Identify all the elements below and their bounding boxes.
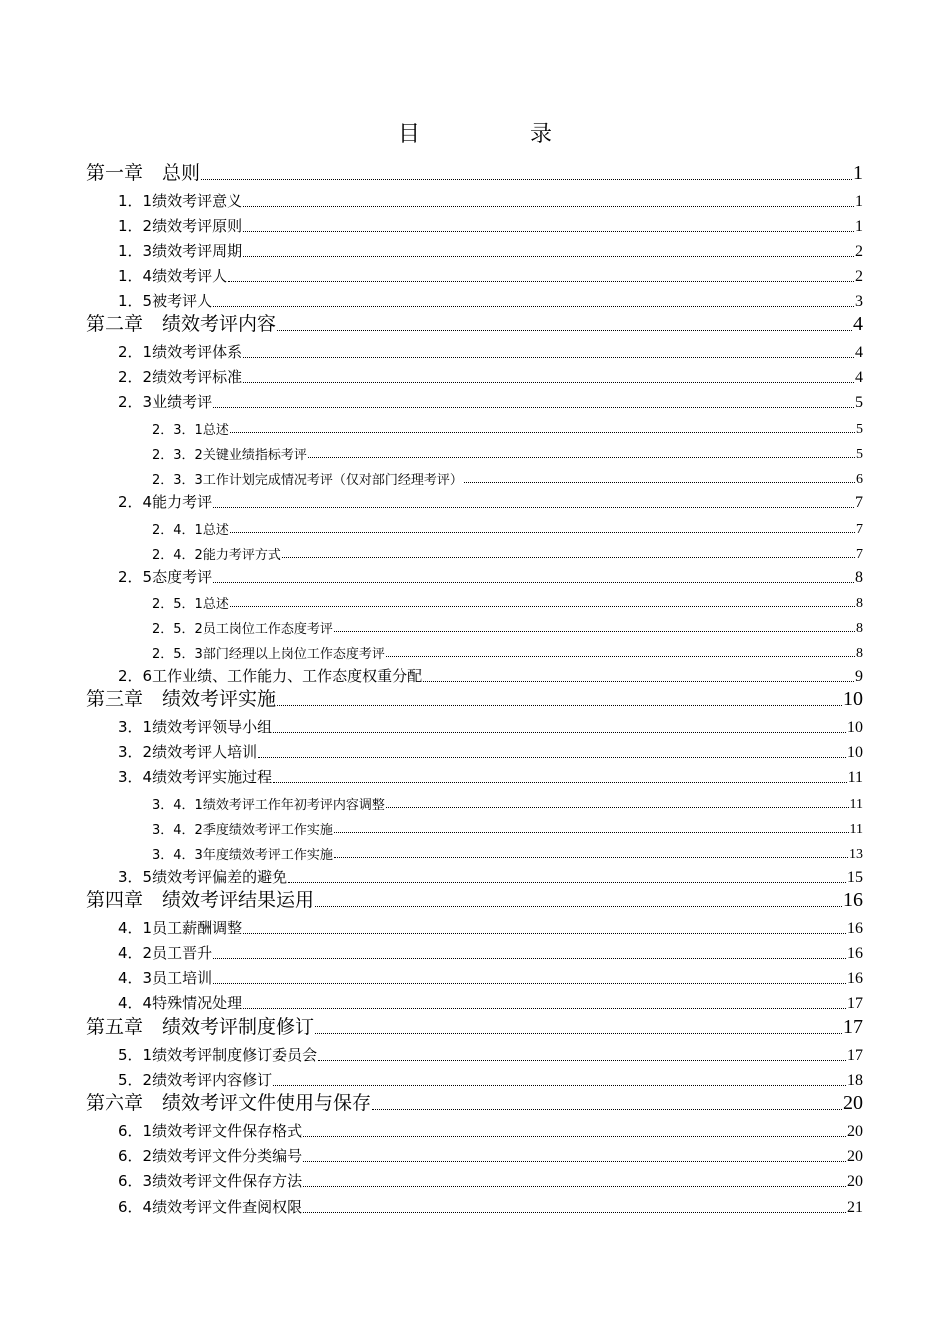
dot-leader	[303, 1186, 846, 1187]
toc-section-entry[interactable]	[118, 365, 863, 387]
toc-subsection-entry[interactable]	[152, 642, 863, 662]
dot-leader	[213, 507, 854, 508]
dot-leader	[277, 705, 842, 706]
toc-entry-label: 2．4能力考评	[118, 493, 213, 511]
toc-entry-label: 5．2绩效考评内容修订	[118, 1071, 273, 1089]
toc-page-number: 4	[855, 344, 863, 361]
toc-subsection-entry[interactable]	[152, 592, 863, 612]
toc-section-entry[interactable]	[118, 390, 863, 412]
toc-page-number: 4	[855, 369, 863, 386]
toc-section-entry[interactable]	[118, 1195, 863, 1217]
toc-section-entry[interactable]	[118, 1068, 863, 1090]
toc-subsection-entry[interactable]	[152, 843, 863, 863]
toc-entry-label: 3．1绩效考评领导小组	[118, 718, 273, 736]
toc-entry-label: 5．1绩效考评制度修订委员会	[118, 1046, 318, 1064]
toc-page-number: 7	[856, 522, 863, 537]
toc-entry-label: 4．4特殊情况处理	[118, 994, 243, 1012]
toc-section-entry[interactable]	[118, 765, 863, 787]
toc-entry-label: 3．4绩效考评实施过程	[118, 768, 273, 786]
toc-page-number: 8	[856, 596, 863, 611]
toc-entry-label: 1．4绩效考评人	[118, 267, 228, 285]
toc-page-number: 10	[843, 688, 863, 710]
toc-entry-label: 第六章 绩效考评文件使用与保存	[86, 1092, 372, 1114]
toc-subsection-entry[interactable]	[152, 617, 863, 637]
dot-leader	[213, 306, 854, 307]
dot-leader	[213, 983, 846, 984]
toc-section-entry[interactable]	[118, 189, 863, 211]
toc-section-entry[interactable]	[118, 865, 863, 887]
toc-entry-label: 3．2绩效考评人培训	[118, 743, 258, 761]
toc-page-number: 8	[855, 569, 863, 586]
toc-page-number: 5	[855, 394, 863, 411]
toc-subsection-entry[interactable]	[152, 518, 863, 538]
toc-page-number: 20	[847, 1123, 863, 1140]
toc-section-entry[interactable]	[118, 966, 863, 988]
toc-section-entry[interactable]	[118, 991, 863, 1013]
dot-leader	[213, 958, 846, 959]
toc-entry-label: 3．4．2季度绩效考评工作实施	[152, 823, 333, 838]
toc-section-entry[interactable]	[118, 239, 863, 261]
toc-entry-label: 2．4．2能力考评方式	[152, 548, 281, 563]
toc-entry-label: 6．1绩效考评文件保存格式	[118, 1122, 303, 1140]
toc-entry-label: 2．3．3工作计划完成情况考评（仅对部门经理考评）	[152, 473, 463, 488]
dot-leader	[243, 256, 854, 257]
dot-leader	[372, 1109, 842, 1110]
toc-entry-label: 2．4．1总述	[152, 523, 229, 538]
dot-leader	[303, 1161, 846, 1162]
dot-leader	[334, 832, 849, 833]
toc-page-number: 21	[847, 1199, 863, 1216]
toc-entry-label: 1．2绩效考评原则	[118, 217, 243, 235]
dot-leader	[213, 582, 854, 583]
dot-leader	[273, 732, 846, 733]
dot-leader	[243, 382, 854, 383]
dot-leader	[334, 857, 848, 858]
dot-leader	[243, 357, 854, 358]
toc-subsection-entry[interactable]	[152, 543, 863, 563]
toc-entry-label: 2．3．1总述	[152, 423, 229, 438]
toc-entry-label: 3．4．1绩效考评工作年初考评内容调整	[152, 798, 385, 813]
toc-subsection-entry[interactable]	[152, 793, 863, 813]
toc-page-number: 15	[847, 869, 863, 886]
dot-leader	[243, 933, 846, 934]
toc-entry-label: 4．1员工薪酬调整	[118, 919, 243, 937]
dot-leader	[213, 407, 854, 408]
toc-page-number: 4	[853, 313, 863, 335]
toc-section-entry[interactable]	[118, 1119, 863, 1141]
toc-page-number: 17	[847, 1047, 863, 1064]
toc-entry-label: 第一章 总则	[86, 162, 201, 184]
dot-leader	[386, 656, 855, 657]
page-title: 目 录	[397, 122, 596, 147]
toc-page-number: 6	[856, 472, 863, 487]
toc-section-entry[interactable]	[118, 565, 863, 587]
dot-leader	[386, 807, 849, 808]
toc-chapter-entry[interactable]	[86, 159, 863, 185]
toc-page-number: 18	[847, 1072, 863, 1089]
toc-page-number: 16	[847, 945, 863, 962]
toc-entry-label: 第二章 绩效考评内容	[86, 313, 277, 335]
toc-page-number: 11	[849, 822, 863, 837]
toc-page-number: 17	[843, 1016, 863, 1038]
toc-entry-label: 2．5．1总述	[152, 597, 229, 612]
toc-page-number: 8	[856, 621, 863, 636]
toc-page-number: 13	[849, 847, 863, 862]
dot-leader	[273, 1085, 846, 1086]
toc-page-number: 8	[856, 646, 863, 661]
toc-page-number: 5	[856, 422, 863, 437]
toc-page-number: 5	[856, 447, 863, 462]
toc-section-entry[interactable]	[118, 664, 863, 686]
toc-section-entry[interactable]	[118, 1169, 863, 1191]
toc-entry-label: 1．3绩效考评周期	[118, 242, 243, 260]
dot-leader	[273, 782, 847, 783]
toc-page-number: 20	[843, 1092, 863, 1114]
toc-chapter-entry[interactable]	[86, 1089, 863, 1115]
toc-entry-label: 第三章 绩效考评实施	[86, 688, 277, 710]
toc-section-entry[interactable]	[118, 715, 863, 737]
toc-page-number: 1	[853, 162, 863, 184]
toc-subsection-entry[interactable]	[152, 468, 863, 488]
toc-entry-label: 4．3员工培训	[118, 969, 213, 987]
toc-page-number: 11	[849, 797, 863, 812]
toc-page-number: 16	[847, 970, 863, 987]
dot-leader	[308, 457, 855, 458]
toc-section-entry[interactable]	[118, 1043, 863, 1065]
toc-entry-label: 2．1绩效考评体系	[118, 343, 243, 361]
dot-leader	[288, 882, 846, 883]
dot-leader	[243, 231, 854, 232]
toc-chapter-entry[interactable]	[86, 886, 863, 912]
toc-section-entry[interactable]	[118, 941, 863, 963]
dot-leader	[243, 206, 854, 207]
dot-leader	[258, 757, 846, 758]
toc-entry-label: 1．5被考评人	[118, 292, 213, 310]
dot-leader	[230, 532, 855, 533]
dot-leader	[423, 681, 854, 682]
toc-chapter-entry[interactable]	[86, 685, 863, 711]
toc-page-number: 1	[855, 218, 863, 235]
dot-leader	[282, 557, 855, 558]
dot-leader	[318, 1060, 846, 1061]
dot-leader	[303, 1212, 846, 1213]
dot-leader	[243, 1008, 846, 1009]
dot-leader	[464, 482, 855, 483]
toc-entry-label: 1．1绩效考评意义	[118, 192, 243, 210]
dot-leader	[303, 1136, 846, 1137]
toc-entry-label: 第四章 绩效考评结果运用	[86, 889, 315, 911]
toc-entry-label: 2．5态度考评	[118, 568, 213, 586]
toc-page-number: 1	[855, 193, 863, 210]
toc-page-number: 9	[855, 668, 863, 685]
toc-entry-label: 2．5．3部门经理以上岗位工作态度考评	[152, 647, 385, 662]
dot-leader	[315, 1033, 842, 1034]
toc-page-number: 20	[847, 1148, 863, 1165]
toc-entry-label: 3．5绩效考评偏差的避免	[118, 868, 288, 886]
toc-entry-label: 6．2绩效考评文件分类编号	[118, 1147, 303, 1165]
toc-entry-label: 第五章 绩效考评制度修订	[86, 1016, 315, 1038]
dot-leader	[230, 432, 855, 433]
toc-section-entry[interactable]	[118, 214, 863, 236]
toc-page-number: 7	[855, 494, 863, 511]
toc-entry-label: 2．3业绩考评	[118, 393, 213, 411]
dot-leader	[334, 631, 855, 632]
toc-entry-label: 6．3绩效考评文件保存方法	[118, 1172, 303, 1190]
toc-subsection-entry[interactable]	[152, 443, 863, 463]
toc-section-entry[interactable]	[118, 289, 863, 311]
dot-leader	[201, 179, 852, 180]
toc-section-entry[interactable]	[118, 264, 863, 286]
dot-leader	[228, 281, 854, 282]
toc-subsection-entry[interactable]	[152, 418, 863, 438]
toc-chapter-entry[interactable]	[86, 1013, 863, 1039]
dot-leader	[315, 906, 842, 907]
toc-entry-label: 4．2员工晋升	[118, 944, 213, 962]
toc-page-number: 16	[843, 889, 863, 911]
toc-entry-label: 3．4．3年度绩效考评工作实施	[152, 848, 333, 863]
toc-chapter-entry[interactable]	[86, 310, 863, 336]
toc-page-number: 20	[847, 1173, 863, 1190]
toc-page-number: 10	[847, 744, 863, 761]
toc-entry-label: 2．3．2关键业绩指标考评	[152, 448, 307, 463]
toc-entry-label: 2．6工作业绩、工作能力、工作态度权重分配	[118, 667, 423, 685]
toc-page-number: 2	[855, 268, 863, 285]
toc-entry-label: 2．2绩效考评标准	[118, 368, 243, 386]
toc-section-entry[interactable]	[118, 916, 863, 938]
dot-leader	[277, 330, 852, 331]
toc-page-number: 16	[847, 920, 863, 937]
toc-section-entry[interactable]	[118, 1144, 863, 1166]
toc-page-number: 7	[856, 547, 863, 562]
toc-page-number: 3	[855, 293, 863, 310]
toc-section-entry[interactable]	[118, 340, 863, 362]
toc-subsection-entry[interactable]	[152, 818, 863, 838]
toc-entry-label: 6．4绩效考评文件查阅权限	[118, 1198, 303, 1216]
toc-entry-label: 2．5．2员工岗位工作态度考评	[152, 622, 333, 637]
dot-leader	[230, 606, 855, 607]
toc-section-entry[interactable]	[118, 740, 863, 762]
toc-page-number: 10	[847, 719, 863, 736]
toc-section-entry[interactable]	[118, 490, 863, 512]
toc-page-number: 2	[855, 243, 863, 260]
toc-page-number: 17	[847, 995, 863, 1012]
toc-page-number: 11	[847, 769, 863, 786]
